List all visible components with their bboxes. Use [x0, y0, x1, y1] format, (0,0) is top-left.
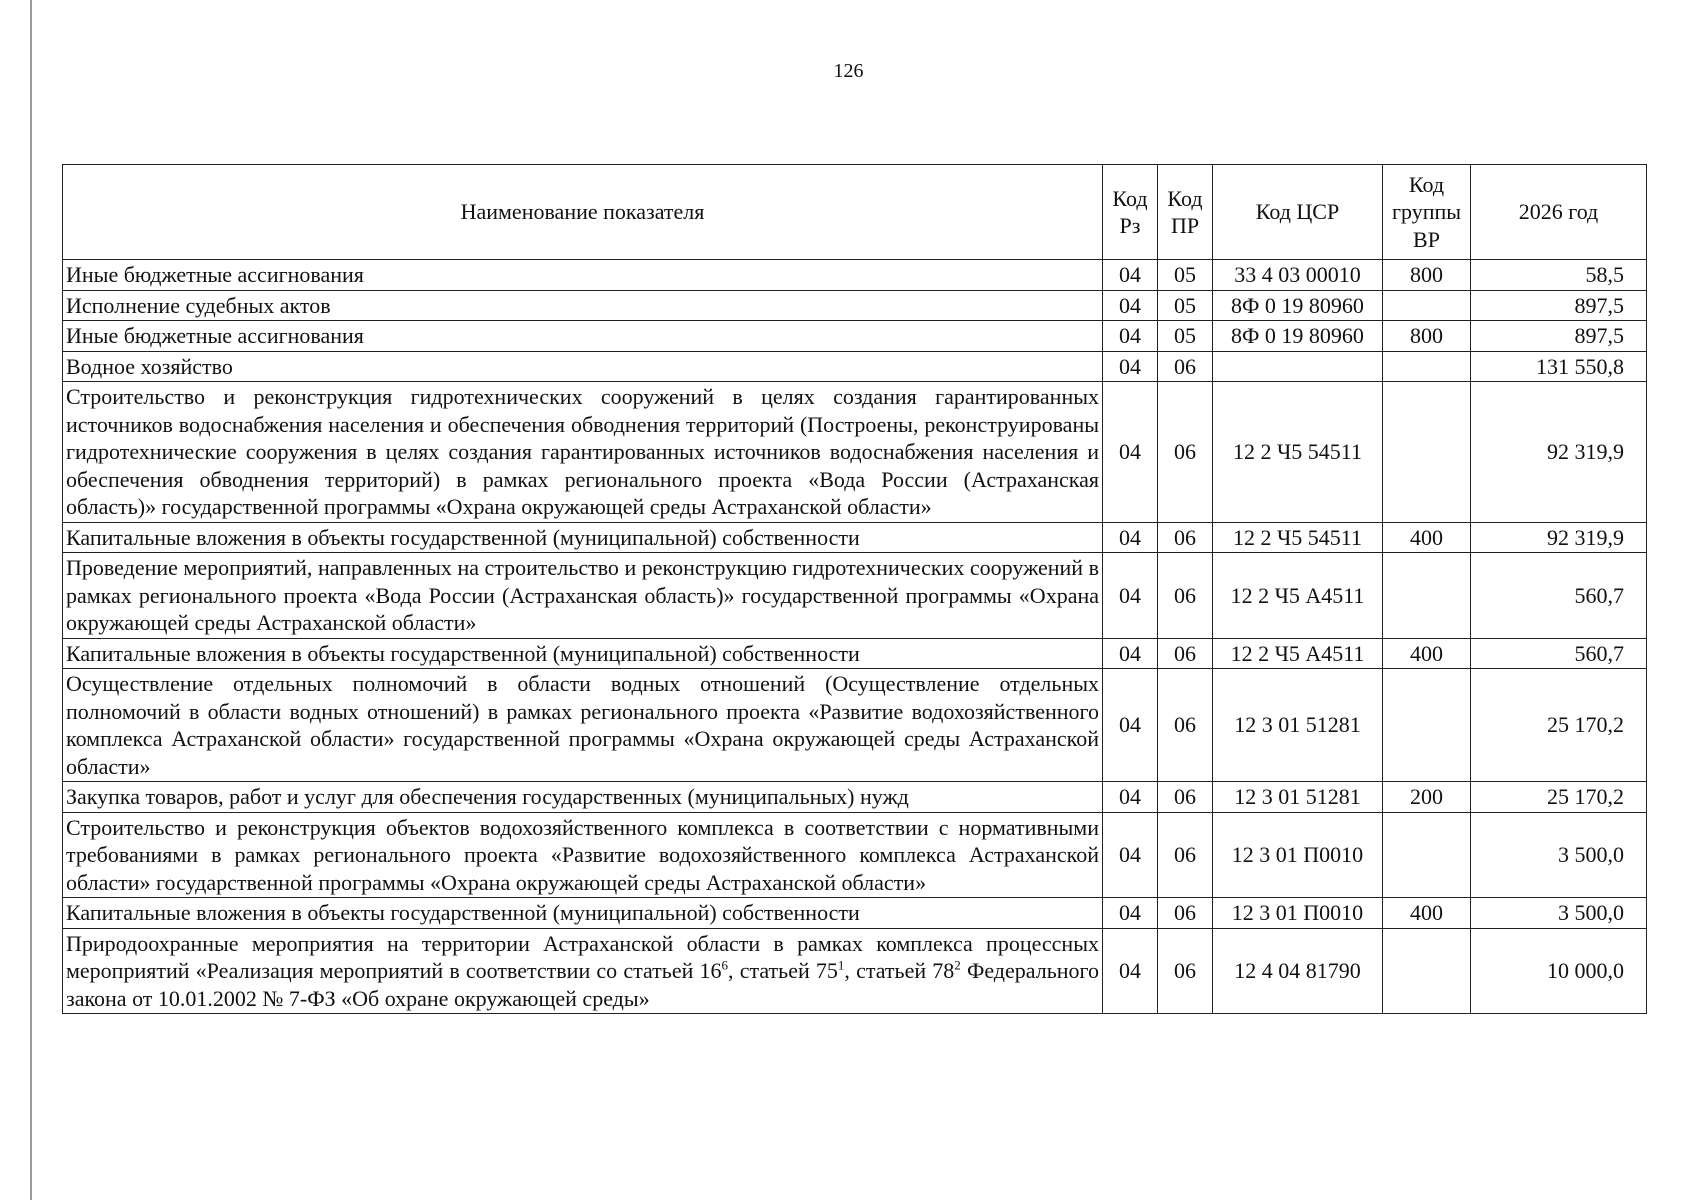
row-name: Проведение мероприятий, направленных на строительство и реконструкцию гидротехнических сооружений в рамках регионального проекта «Вода России (Астраханская область)» государственной программы «Охрана окружающей среды Астраханской области»	[63, 553, 1103, 639]
row-vr: 200	[1383, 782, 1471, 813]
row-rz: 04	[1103, 260, 1158, 291]
row-pr: 06	[1158, 382, 1213, 523]
row-value: 25 170,2	[1471, 782, 1647, 813]
row-pr: 05	[1158, 321, 1213, 352]
superscript: 1	[837, 957, 845, 973]
row-vr: 400	[1383, 898, 1471, 929]
row-value: 3 500,0	[1471, 898, 1647, 929]
row-value: 131 550,8	[1471, 351, 1647, 382]
header-rz: Код Рз	[1103, 165, 1158, 260]
row-rz: 04	[1103, 898, 1158, 929]
row-value: 10 000,0	[1471, 928, 1647, 1014]
table-row-last	[63, 928, 1647, 1014]
table-row	[63, 260, 1647, 291]
row-pr: 06	[1158, 782, 1213, 813]
budget-table	[62, 164, 1647, 1014]
row-rz: 04	[1103, 553, 1158, 639]
header-name: Наименование показателя	[63, 165, 1103, 260]
row-rz: 04	[1103, 928, 1158, 1014]
row-rz: 04	[1103, 812, 1158, 898]
row-pr: 06	[1158, 522, 1213, 553]
row-vr	[1383, 351, 1471, 382]
row-name: Исполнение судебных актов	[63, 290, 1103, 321]
row-pr: 06	[1158, 928, 1213, 1014]
header-pr: Код ПР	[1158, 165, 1213, 260]
row-pr: 06	[1158, 669, 1213, 782]
row-value: 560,7	[1471, 638, 1647, 669]
row-rz: 04	[1103, 522, 1158, 553]
table-row	[63, 351, 1647, 382]
page-binding-line	[30, 0, 32, 1200]
table-row	[63, 638, 1647, 669]
row-csr: 12 4 04 81790	[1213, 928, 1383, 1014]
row-pr: 05	[1158, 290, 1213, 321]
row-vr	[1383, 928, 1471, 1014]
row-vr	[1383, 553, 1471, 639]
row-csr	[1213, 351, 1383, 382]
row-vr	[1383, 382, 1471, 523]
superscript: 2	[954, 957, 961, 973]
row-value: 92 319,9	[1471, 522, 1647, 553]
row-value: 3 500,0	[1471, 812, 1647, 898]
row-pr: 06	[1158, 812, 1213, 898]
row-rz: 04	[1103, 382, 1158, 523]
header-csr: Код ЦСР	[1213, 165, 1383, 260]
row-pr: 05	[1158, 260, 1213, 291]
row-csr: 12 3 01 51281	[1213, 782, 1383, 813]
row-pr: 06	[1158, 351, 1213, 382]
row-name: Капитальные вложения в объекты государственной (муниципальной) собственности	[63, 522, 1103, 553]
row-vr: 800	[1383, 321, 1471, 352]
row-rz: 04	[1103, 351, 1158, 382]
table-row	[63, 669, 1647, 782]
row-name: Капитальные вложения в объекты государственной (муниципальной) собственности	[63, 898, 1103, 929]
row-csr: 12 2 Ч5 54511	[1213, 382, 1383, 523]
row-name: Строительство и реконструкция гидротехнических сооружений в целях создания гарантированных источников водоснабжения населения и обеспечения обводнения территорий (Построены, реконструированы гидротехнические сооружения в целях создания гарантированных источников водоснабжения населения и обеспечения обводнения территорий) в рамках регионального проекта «Вода России (Астраханская область)» государственной программы «Охрана окружающей среды Астраханской области»	[63, 382, 1103, 523]
row-name: Капитальные вложения в объекты государственной (муниципальной) собственности	[63, 638, 1103, 669]
superscript: 6	[721, 957, 729, 973]
row-name: Иные бюджетные ассигнования	[63, 260, 1103, 291]
row-value: 92 319,9	[1471, 382, 1647, 523]
row-vr	[1383, 669, 1471, 782]
row-pr: 06	[1158, 638, 1213, 669]
header-vr: Код группы ВР	[1383, 165, 1471, 260]
row-value: 897,5	[1471, 321, 1647, 352]
table-row	[63, 553, 1647, 639]
row-name: Иные бюджетные ассигнования	[63, 321, 1103, 352]
row-csr: 12 2 Ч5 54511	[1213, 522, 1383, 553]
row-rz: 04	[1103, 669, 1158, 782]
row-value: 560,7	[1471, 553, 1647, 639]
table-row	[63, 782, 1647, 813]
table-row	[63, 290, 1647, 321]
row-rz: 04	[1103, 321, 1158, 352]
row-csr: 8Ф 0 19 80960	[1213, 290, 1383, 321]
row-csr: 12 2 Ч5 А4511	[1213, 638, 1383, 669]
row-value: 897,5	[1471, 290, 1647, 321]
table-row	[63, 812, 1647, 898]
table-row	[63, 898, 1647, 929]
row-rz: 04	[1103, 782, 1158, 813]
table-header-row	[63, 165, 1647, 260]
table-row	[63, 382, 1647, 523]
table-row	[63, 522, 1647, 553]
row-csr: 12 3 01 П0010	[1213, 812, 1383, 898]
row-csr: 12 3 01 П0010	[1213, 898, 1383, 929]
row-name: Природоохранные мероприятия на территории Астраханской области в рамках комплекса процессных мероприятий «Реализация мероприятий в соответствии со статьей $16^6$, статьей $75^1$, статьей $78^2$ Федерального закона от 10.01.2002 № 7-ФЗ «Об охране окружающей среды»	[63, 928, 1103, 1014]
row-name: Закупка товаров, работ и услуг для обеспечения государственных (муниципальных) нужд	[63, 782, 1103, 813]
row-vr	[1383, 290, 1471, 321]
row-vr: 400	[1383, 522, 1471, 553]
row-vr: 400	[1383, 638, 1471, 669]
row-pr: 06	[1158, 553, 1213, 639]
row-vr	[1383, 812, 1471, 898]
row-value: 58,5	[1471, 260, 1647, 291]
row-value: 25 170,2	[1471, 669, 1647, 782]
row-csr: 8Ф 0 19 80960	[1213, 321, 1383, 352]
table-row	[63, 321, 1647, 352]
row-csr: 33 4 03 00010	[1213, 260, 1383, 291]
table-body	[63, 260, 1647, 1014]
page-number: 126	[833, 60, 864, 82]
row-name: Осуществление отдельных полномочий в области водных отношений (Осуществление отдельных полномочий в области водных отношений) в рамках регионального проекта «Развитие водохозяйственного комплекса Астраханской области» государственной программы «Охрана окружающей среды Астраханской области»	[63, 669, 1103, 782]
row-csr: 12 3 01 51281	[1213, 669, 1383, 782]
header-year: 2026 год	[1471, 165, 1647, 260]
row-name: Водное хозяйство	[63, 351, 1103, 382]
row-vr: 800	[1383, 260, 1471, 291]
row-rz: 04	[1103, 290, 1158, 321]
row-csr: 12 2 Ч5 А4511	[1213, 553, 1383, 639]
row-rz: 04	[1103, 638, 1158, 669]
row-name: Строительство и реконструкция объектов водохозяйственного комплекса в соответствии с нормативными требованиями в рамках регионального проекта «Развитие водохозяйственного комплекса Астраханской области» государственной программы «Охрана окружающей среды Астраханской области»	[63, 812, 1103, 898]
row-pr: 06	[1158, 898, 1213, 929]
